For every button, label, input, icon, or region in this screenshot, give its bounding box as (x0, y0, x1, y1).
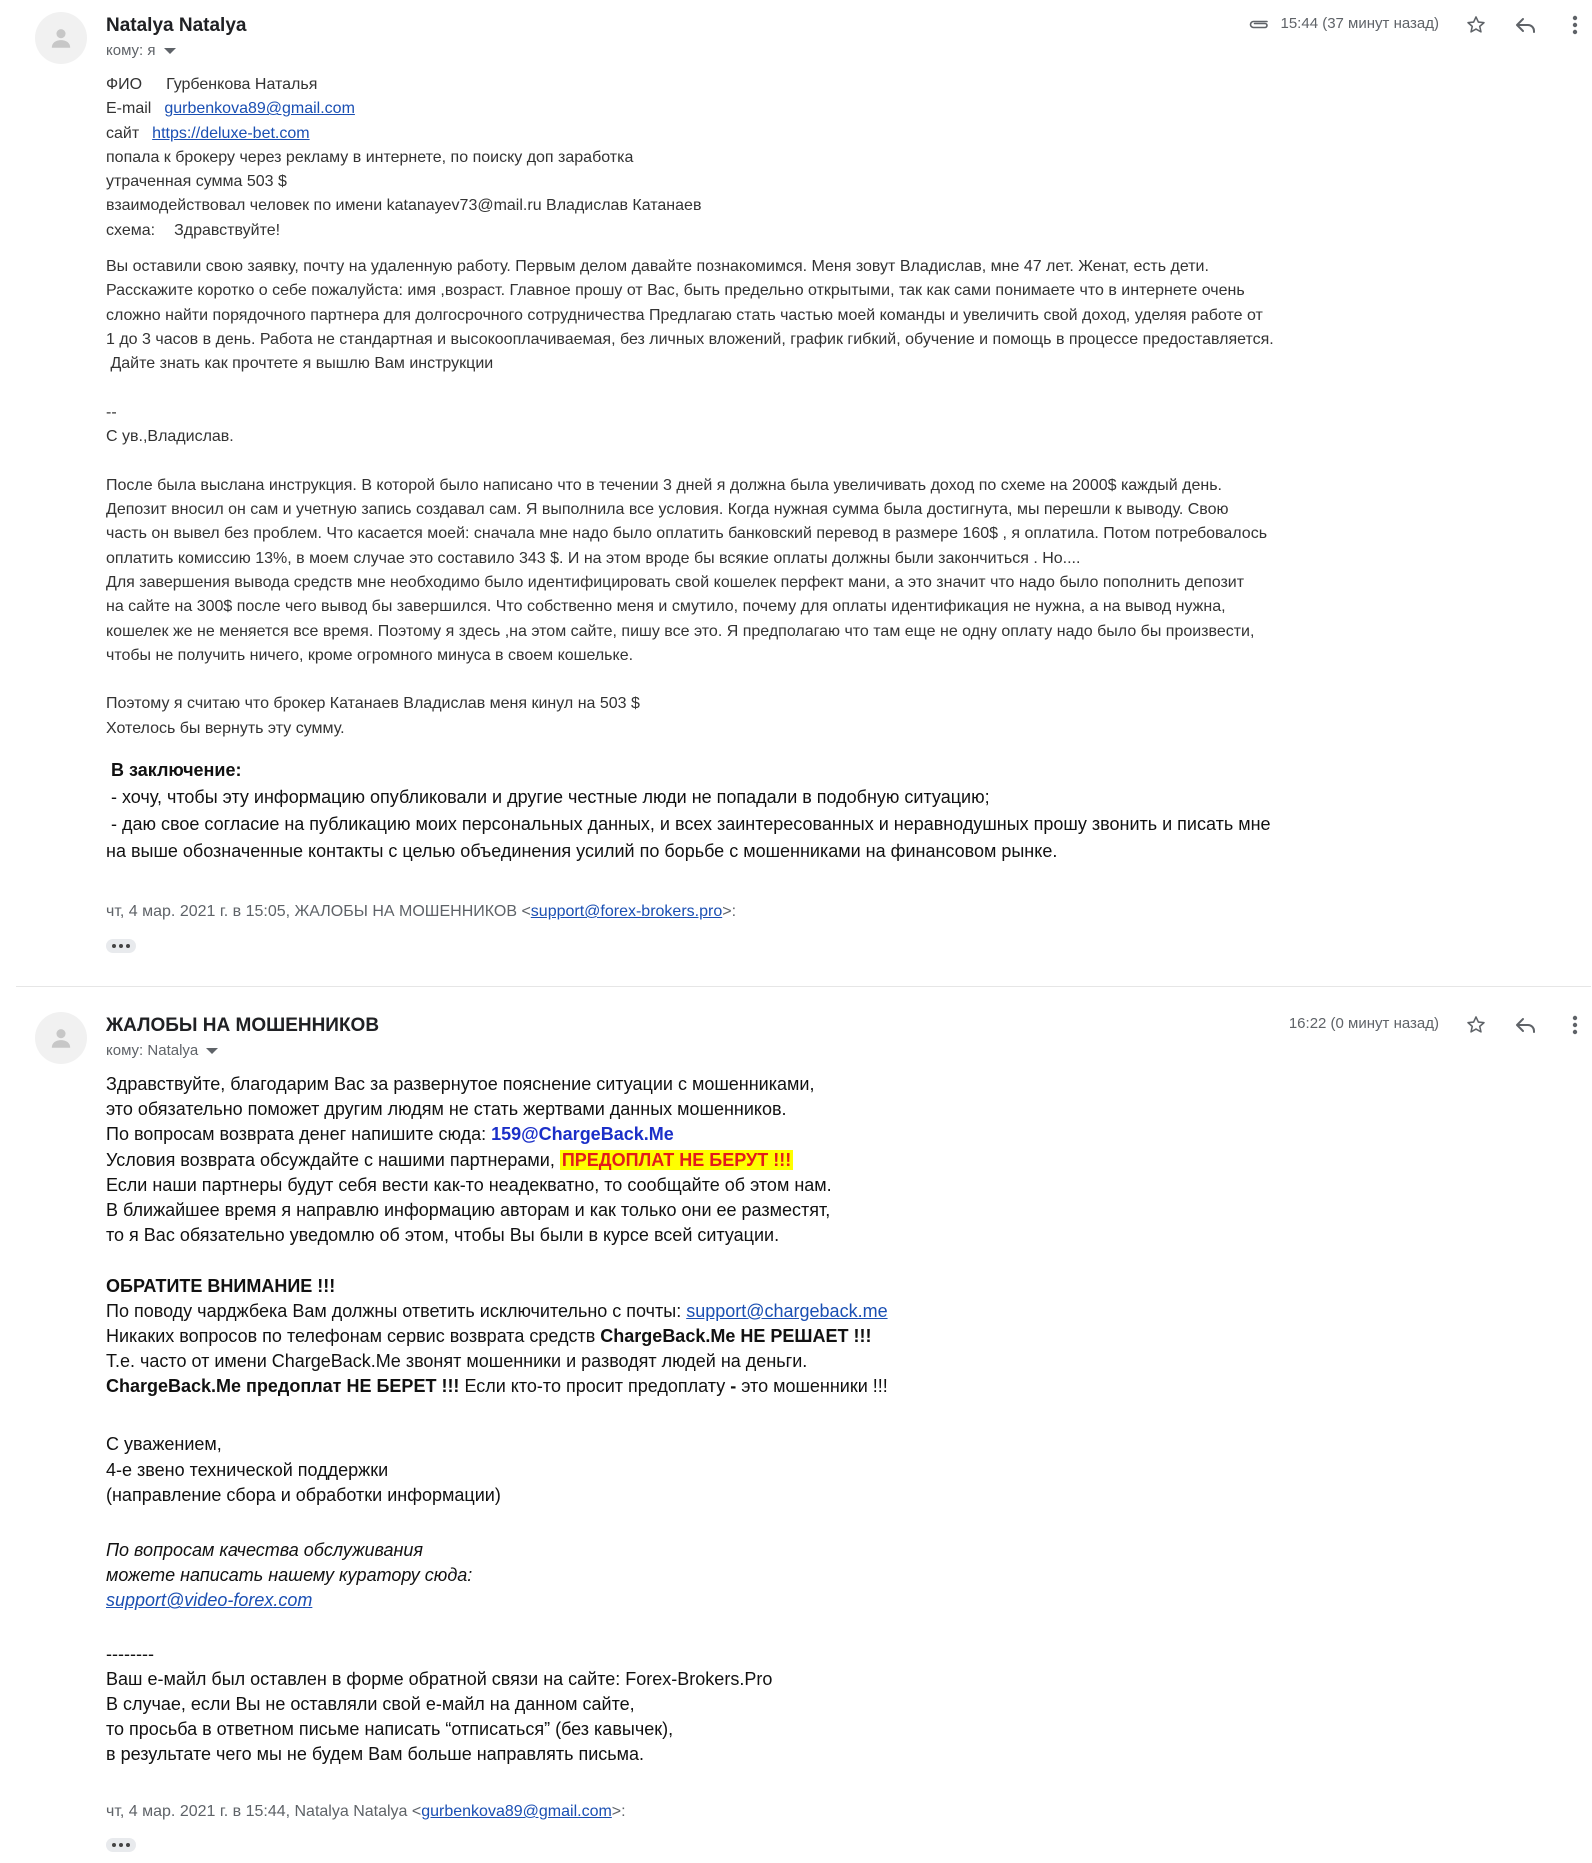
person-icon (48, 1025, 74, 1051)
email-link[interactable]: gurbenkova89@gmail.com (164, 100, 355, 118)
text-line: Расскажите коротко о себе пожалуйста: имя ,возраст. Главное прошу от Вас, быть предельно открытыми, так как сами понимаете что в интернете очень (106, 282, 1245, 300)
fio-value: Гурбенкова Наталья (166, 76, 318, 93)
quote-email-link[interactable]: gurbenkova89@gmail.com (421, 1803, 612, 1820)
text-line: часть он вывел без проблем. Что касается моей: сначала мне надо было оплатить банковский перевод в размере 160$ , я оплатила. Потом потребовалось (106, 525, 1268, 543)
show-trimmed-content-button[interactable] (106, 939, 136, 953)
curator-email-link[interactable]: support@video-forex.com (106, 1590, 313, 1611)
quote-email-link[interactable]: support@forex-brokers.pro (530, 903, 723, 920)
text-line: 1 до 3 часов в день. Работа не стандартная и высокооплачиваемая, без личных вложений, график гибкий, обучение и помощь в процессе предоставляется. (106, 330, 1274, 348)
highlight-badge: ПРЕДОПЛАТ НЕ БЕРУТ !!! (561, 1149, 792, 1170)
message-body (106, 73, 1366, 865)
regards-line: (направление сбора и обработки информации) (106, 1484, 501, 1505)
footer-separator: -------- (106, 1643, 154, 1664)
text-line: Хотелось бы вернуть эту сумму. (106, 719, 345, 737)
scheme-value: Здравствуйте! (174, 221, 281, 239)
regards-line: 4-е звено технической поддержки (106, 1459, 389, 1480)
site-label: сайт (106, 124, 140, 142)
site-line (106, 122, 1366, 146)
text-line: Депозит вносил он сам и учетную запись создавал сам. Я выполнила все условия. Когда нужная сумма была достигнута, мы перешли к выводу. Свою (106, 501, 1229, 519)
recipients-label: кому: я (106, 42, 156, 59)
signature: С ув.,Владислав. (106, 428, 234, 446)
footer-line: то просьба в ответном письме написать “отписаться” (без кавычек), (106, 1719, 674, 1740)
chargeback-email[interactable]: 159@ChargeBack.Me (491, 1124, 674, 1145)
text-segment: Никаких вопросов по телефонам сервис возврата средств (106, 1325, 601, 1346)
timestamp: 16:22 (0 минут назад) (1288, 1015, 1439, 1032)
email-label: E-mail (106, 100, 152, 118)
reply-icon (1514, 14, 1538, 36)
text-segment: По поводу чарджбека Вам должны ответить исключительно с почты: (106, 1300, 687, 1321)
quote-header (106, 1800, 1366, 1824)
conclusion-line: на выше обозначенные контакты с целью объединения усилий по борьбе с мошенниками на финансовом рынке. (106, 841, 1058, 862)
message-body (106, 1072, 1366, 1768)
text-line: В ближайшее время я направлю информацию авторам и как только они ее разместят, (106, 1199, 831, 1220)
text-line: Дайте знать как прочтете я вышлю Вам инструкции (106, 355, 494, 373)
site-link[interactable]: https://deluxe-bet.com (152, 124, 310, 142)
quote-suffix: >: (722, 903, 737, 920)
text-line: Для завершения вывода средств мне необходимо было идентифицировать свой кошелек перфект мани, а это значит что надо было пополнить депозит (106, 573, 1245, 591)
text-line: чтобы не получить ничего, кроме огромного минуса в своем кошельке. (106, 646, 634, 664)
lost-amount-line: утраченная сумма 503 $ (106, 173, 287, 191)
text-line: сложно найти порядочного партнера для долгосрочного сотрудничества Предлагаю стать частью моей команды и увеличить свой доход, уделяя работе от (106, 306, 1263, 324)
email-line (106, 97, 1366, 121)
star-icon (1465, 14, 1487, 36)
text-line: Вы оставили свою заявку, почту на удаленную работу. Первым делом давайте познакомимся. Меня зовут Владислав, мне 47 лет. Женат, есть дети. (106, 258, 1209, 276)
text-line (106, 1122, 1366, 1147)
attention-title: ОБРАТИТЕ ВНИМАНИЕ !!! (106, 1275, 336, 1296)
more-options-button[interactable] (1560, 10, 1590, 40)
scheme-line (106, 219, 1366, 243)
avatar[interactable] (35, 12, 87, 64)
text-line (106, 1299, 1366, 1324)
star-button[interactable] (1461, 10, 1491, 40)
sender-name: Natalya Natalya (106, 15, 247, 36)
star-icon (1465, 1014, 1487, 1036)
bold-segment: ChargeBack.Me предоплат НЕ БЕРЕТ !!! (106, 1376, 460, 1397)
text-line: Если наши партнеры будут себя вести как-то неадекватно, то сообщайте об этом нам. (106, 1174, 832, 1195)
message-meta (1289, 1015, 1439, 1032)
recipients-dropdown[interactable] (106, 42, 176, 59)
quote-suffix: >: (611, 1803, 626, 1820)
conclusion-title: В заключение: (106, 760, 242, 781)
fio-line (106, 73, 1366, 97)
sender-name: ЖАЛОБЫ НА МОШЕННИКОВ (106, 1015, 380, 1036)
bold-segment: - (730, 1376, 737, 1397)
text-segment: Если кто-то просит предоплату (459, 1376, 731, 1397)
recipients-label: кому: Natalya (106, 1042, 199, 1059)
recipients-dropdown[interactable] (106, 1042, 218, 1059)
more-vert-icon (1572, 1014, 1578, 1036)
footer-line: Ваш е-майл был оставлен в форме обратной связи на сайте: Forex-Brokers.Pro (106, 1668, 773, 1689)
signature-separator: -- (106, 403, 117, 421)
more-options-button[interactable] (1560, 1010, 1590, 1040)
reply-button[interactable] (1511, 1010, 1541, 1040)
scheme-label: схема: (106, 221, 156, 239)
star-button[interactable] (1461, 1010, 1491, 1040)
quote-prefix: чт, 4 мар. 2021 г. в 15:44, Natalya Natalya < (106, 1803, 422, 1820)
conclusion-line: - хочу, чтобы эту информацию опубликовали и другие честные люди не попадали в подобную ситуацию; (106, 787, 990, 808)
reply-icon (1514, 1014, 1538, 1036)
avatar[interactable] (35, 1012, 87, 1064)
text-line: оплатить комиссию 13%, в моем случае это составило 343 $. И на этом вроде бы всякие оплаты должны были закончиться . Но.... (106, 549, 1081, 567)
text-line: это обязательно поможет другим людям не стать жертвами данных мошенников. (106, 1099, 787, 1120)
text-line: то я Вас обязательно уведомлю об этом, чтобы Вы были в курсе всей ситуации. (106, 1225, 780, 1246)
regards-line: С уважением, (106, 1434, 222, 1455)
reply-button[interactable] (1511, 10, 1541, 40)
footer-line: В случае, если Вы не оставляли свой е-майл на данном сайте, (106, 1693, 635, 1714)
contact-line: взаимодействовал человек по имени katanayev73@mail.ru Владислав Катанаев (106, 197, 702, 215)
message-meta (1247, 15, 1440, 32)
text-line: на сайте на 300$ после чего вывод бы завершился. Что собственно меня и смутило, почему для оплаты идентификация не нужна, а на вывод нужна, (106, 598, 1226, 616)
conclusion-line: - даю свое согласие на публикацию моих персональных данных, и всех заинтересованных и неравнодушных прошу звонить и писать мне (106, 814, 1271, 835)
more-vert-icon (1572, 14, 1578, 36)
text-line (106, 1148, 1366, 1173)
quality-line: можете написать нашему куратору сюда: (106, 1565, 473, 1586)
text-line: кошелек же не меняется все время. Поэтому я здесь ,на этом сайте, пишу все это. Я предполагаю что там еще не одну оплату надо было бы произвести, (106, 622, 1255, 640)
text-line: Здравствуйте, благодарим Вас за развернутое пояснение ситуации с мошенниками, (106, 1074, 815, 1094)
text-segment: Условия возврата обсуждайте с нашими партнерами, (106, 1149, 560, 1170)
text-line: Т.е. часто от имени ChargeBack.Me звонят мошенники и разводят людей на деньги. (106, 1351, 808, 1372)
text-line: После была выслана инструкция. В которой было написано что в течении 3 дней я должна была увеличивать доход по схеме на 2000$ каждый день. (106, 476, 1222, 494)
quality-line: По вопросам качества обслуживания (106, 1540, 424, 1560)
chevron-down-icon (164, 48, 176, 54)
quote-prefix: чт, 4 мар. 2021 г. в 15:05, ЖАЛОБЫ НА МОШЕННИКОВ < (106, 903, 531, 920)
chevron-down-icon (206, 1048, 218, 1054)
fio-label: ФИО (106, 76, 143, 93)
how-line: попала к брокеру через рекламу в интернете, по поиску доп заработка (106, 148, 634, 166)
paperclip-icon (1247, 17, 1271, 31)
text-line (106, 1324, 1366, 1349)
text-segment: это мошенники !!! (736, 1376, 888, 1397)
support-email-link[interactable]: support@chargeback.me (686, 1300, 888, 1321)
bold-segment: ChargeBack.Me НЕ РЕШАЕТ !!! (600, 1325, 872, 1346)
show-trimmed-content-button[interactable] (106, 1838, 136, 1852)
timestamp: 15:44 (37 минут назад) (1280, 15, 1439, 32)
quote-header (106, 900, 1366, 924)
text-segment: По вопросам возврата денег напишите сюда: (106, 1124, 492, 1145)
text-line: Поэтому я считаю что брокер Катанаев Владислав меня кинул на 503 $ (106, 695, 640, 713)
text-line (106, 1374, 1366, 1399)
person-icon (48, 25, 74, 51)
footer-line: в результате чего мы не будем Вам больше направлять письма. (106, 1744, 645, 1765)
message-divider (16, 986, 1591, 987)
